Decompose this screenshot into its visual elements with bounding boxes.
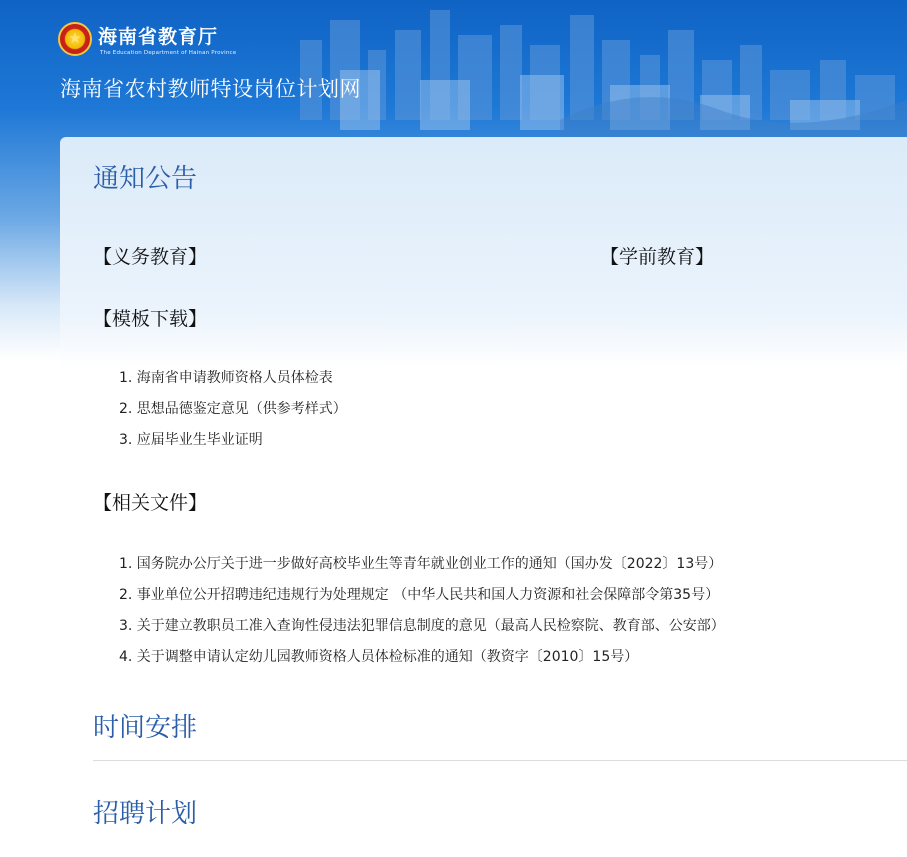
- department-name: 海南省教育厅: [98, 26, 219, 48]
- template-item[interactable]: 3. 应届毕业生毕业证明: [119, 432, 263, 448]
- template-download-list: [119, 369, 347, 462]
- recruitment-plan-section-heading[interactable]: 招聘计划: [93, 799, 198, 829]
- related-documents-heading: 【相关文件】: [93, 492, 208, 514]
- notice-section-heading[interactable]: 通知公告: [93, 164, 198, 194]
- related-documents-list: [119, 555, 725, 679]
- document-item[interactable]: 4. 关于调整申请认定幼儿园教师资格人员体检标准的通知（教资字〔2010〕15号）: [119, 649, 639, 665]
- national-emblem-logo: [58, 22, 92, 56]
- section-divider: [93, 760, 907, 761]
- preschool-education-link[interactable]: 【学前教育】: [600, 246, 715, 268]
- site-title: 海南省农村教师特设岗位计划网: [60, 77, 361, 101]
- schedule-section-heading[interactable]: 时间安排: [93, 713, 198, 743]
- template-download-heading: 【模板下载】: [93, 308, 208, 330]
- compulsory-education-link[interactable]: 【义务教育】: [93, 246, 208, 268]
- template-item[interactable]: 2. 思想品德鉴定意见（供参考样式）: [119, 401, 347, 417]
- document-item[interactable]: 2. 事业单位公开招聘违纪违规行为处理规定 （中华人民共和国人力资源和社会保障部令第35号）: [119, 587, 720, 603]
- document-item[interactable]: 3. 关于建立教职员工准入查询性侵违法犯罪信息制度的意见（最高人民检察院、教育部、公安部）: [119, 618, 725, 634]
- document-item[interactable]: 1. 国务院办公厅关于进一步做好高校毕业生等青年就业创业工作的通知（国办发〔2022〕13号）: [119, 556, 723, 572]
- template-item[interactable]: 1. 海南省申请教师资格人员体检表: [119, 370, 333, 386]
- department-name-en: The Education Department of Hainan Province: [100, 50, 237, 56]
